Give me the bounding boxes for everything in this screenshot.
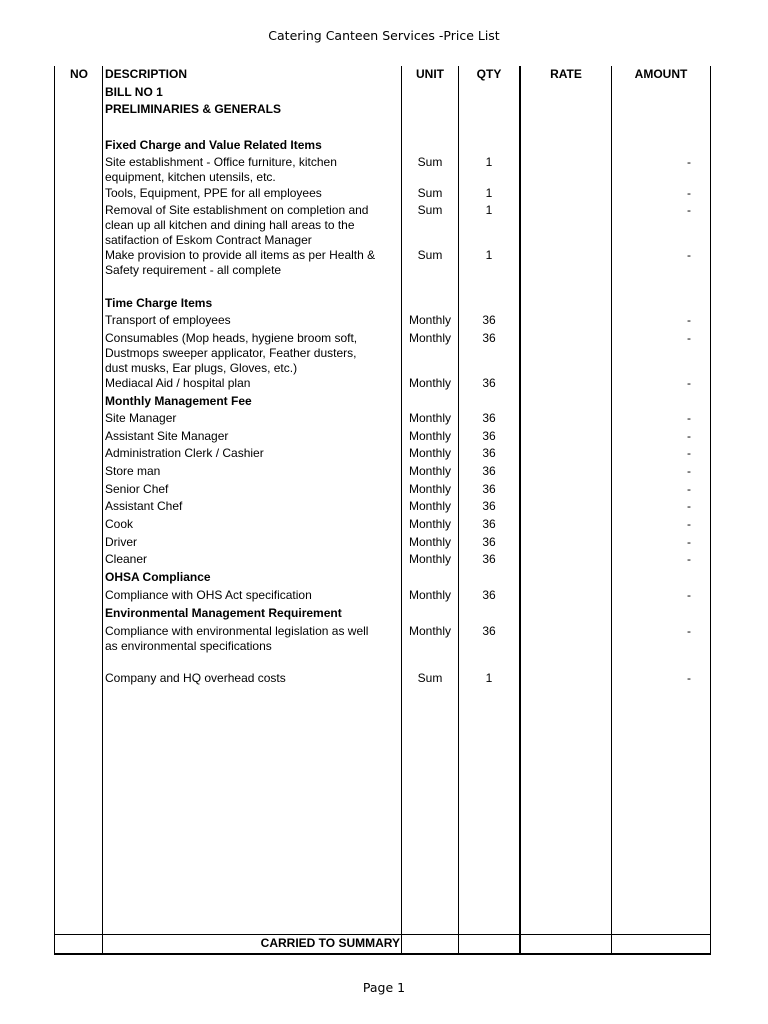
row-qty: 1 [485, 186, 493, 200]
row-amount: - [687, 411, 691, 425]
row-unit: Monthly [408, 552, 452, 566]
row-amount: - [687, 446, 691, 460]
row-unit: Monthly [408, 313, 452, 327]
header-no: NO [70, 67, 88, 81]
row-unit: Sum [417, 203, 443, 217]
row-qty: 36 [482, 429, 496, 443]
row-qty: 36 [482, 313, 496, 327]
row-description-line2: as environmental specifications [105, 639, 272, 653]
row-unit: Monthly [408, 517, 452, 531]
bill-number-row [0, 85, 768, 101]
section-heading-label: Time Charge Items [105, 296, 213, 310]
row-unit: Monthly [408, 535, 452, 549]
row-qty: 36 [482, 535, 496, 549]
row-description: Tools, Equipment, PPE for all employees [105, 186, 322, 200]
row-qty: 1 [485, 203, 493, 217]
row-description: Consumables (Mop heads, hygiene broom soft, [105, 331, 358, 345]
header-row [0, 67, 768, 83]
table-row [0, 155, 768, 187]
row-unit: Sum [417, 186, 443, 200]
header-unit: UNIT [416, 67, 444, 81]
header-amount: AMOUNT [634, 67, 688, 81]
row-unit: Sum [417, 155, 443, 169]
row-description: Site Manager [105, 411, 177, 425]
table-row [0, 429, 768, 445]
row-description: Store man [105, 464, 161, 478]
row-unit: Monthly [408, 482, 452, 496]
table-row [0, 186, 768, 202]
row-amount: - [687, 203, 691, 217]
table-row [0, 535, 768, 551]
row-description-line3: dust musks, Ear plugs, Gloves, etc.) [105, 361, 298, 375]
row-qty: 36 [482, 552, 496, 566]
row-amount: - [687, 624, 691, 638]
row-description-line2: Dustmops sweeper applicator, Feather dusters, [105, 346, 357, 360]
table-row [0, 313, 768, 329]
section-heading [0, 296, 768, 312]
section-heading [0, 138, 768, 154]
carried-to-summary-label: CARRIED TO SUMMARY [260, 936, 400, 950]
row-description: Administration Clerk / Cashier [105, 446, 264, 460]
row-amount: - [687, 535, 691, 549]
row-description-line2: equipment, kitchen utensils, etc. [105, 170, 276, 184]
bill-number: BILL NO 1 [105, 85, 163, 99]
table-row [0, 482, 768, 498]
row-amount: - [687, 248, 691, 262]
row-qty: 36 [482, 446, 496, 460]
row-description: Company and HQ overhead costs [105, 671, 286, 685]
row-amount: - [687, 186, 691, 200]
section-heading-label: Monthly Management Fee [105, 394, 252, 408]
table-row [0, 671, 768, 687]
row-description-line3: satifaction of Eskom Contract Manager [105, 233, 312, 247]
table-row [0, 331, 768, 377]
table-row [0, 376, 768, 392]
row-qty: 1 [485, 155, 493, 169]
row-unit: Monthly [408, 331, 452, 345]
row-qty: 1 [485, 671, 493, 685]
row-amount: - [687, 517, 691, 531]
row-amount: - [687, 429, 691, 443]
row-amount: - [687, 552, 691, 566]
row-amount: - [687, 331, 691, 345]
row-unit: Monthly [408, 429, 452, 443]
table-row [0, 248, 768, 280]
page-number: Page 1 [362, 980, 406, 995]
row-qty: 36 [482, 624, 496, 638]
row-qty: 36 [482, 411, 496, 425]
row-unit: Sum [417, 671, 443, 685]
row-amount: - [687, 313, 691, 327]
row-unit: Monthly [408, 588, 452, 602]
row-unit: Monthly [408, 446, 452, 460]
section-heading [0, 570, 768, 586]
row-qty: 36 [482, 331, 496, 345]
row-unit: Monthly [408, 464, 452, 478]
table-row [0, 464, 768, 480]
row-unit: Monthly [408, 499, 452, 513]
row-qty: 36 [482, 482, 496, 496]
row-description: Cleaner [105, 552, 148, 566]
row-description: Senior Chef [105, 482, 169, 496]
row-qty: 36 [482, 588, 496, 602]
header-qty: QTY [476, 67, 502, 81]
row-description: Driver [105, 535, 137, 549]
row-amount: - [687, 464, 691, 478]
section-heading-label: OHSA Compliance [105, 570, 211, 584]
row-unit: Monthly [408, 624, 452, 638]
row-description: Compliance with environmental legislation as well [105, 624, 369, 638]
row-description: Make provision to provide all items as per Health & [105, 248, 376, 262]
table-row [0, 517, 768, 533]
row-unit: Sum [417, 248, 443, 262]
row-qty: 36 [482, 464, 496, 478]
row-description: Mediacal Aid / hospital plan [105, 376, 251, 390]
row-description-line2: clean up all kitchen and dining hall areas to the [105, 218, 355, 232]
row-description: Cook [105, 517, 134, 531]
table-row [0, 203, 768, 249]
row-qty: 1 [485, 248, 493, 262]
summary-top-line [54, 934, 711, 935]
section-heading [0, 394, 768, 410]
section-heading-label: Environmental Management Requirement [105, 606, 342, 620]
row-amount: - [687, 482, 691, 496]
row-amount: - [687, 671, 691, 685]
row-unit: Monthly [408, 376, 452, 390]
section-heading [0, 606, 768, 622]
bill-title-row [0, 102, 768, 118]
row-description: Compliance with OHS Act specification [105, 588, 312, 602]
row-amount: - [687, 588, 691, 602]
table-row [0, 588, 768, 604]
row-qty: 36 [482, 517, 496, 531]
row-description: Assistant Chef [105, 499, 183, 513]
row-description-line2: Safety requirement - all complete [105, 263, 282, 277]
row-description: Assistant Site Manager [105, 429, 229, 443]
table-row [0, 624, 768, 656]
row-description: Removal of Site establishment on completion and [105, 203, 369, 217]
row-description: Transport of employees [105, 313, 231, 327]
table-row [0, 446, 768, 462]
row-unit: Monthly [408, 411, 452, 425]
row-amount: - [687, 499, 691, 513]
header-description: DESCRIPTION [105, 67, 188, 81]
row-amount: - [687, 155, 691, 169]
table-row [0, 411, 768, 427]
table-row [0, 552, 768, 568]
table-bottom-line [54, 953, 711, 955]
row-amount: - [687, 376, 691, 390]
bill-title: PRELIMINARIES & GENERALS [105, 102, 282, 116]
row-qty: 36 [482, 376, 496, 390]
document-title: Catering Canteen Services -Price List [268, 28, 500, 43]
header-rate: RATE [550, 67, 582, 81]
section-heading-label: Fixed Charge and Value Related Items [105, 138, 322, 152]
row-description: Site establishment - Office furniture, kitchen [105, 155, 337, 169]
row-qty: 36 [482, 499, 496, 513]
table-row [0, 499, 768, 515]
